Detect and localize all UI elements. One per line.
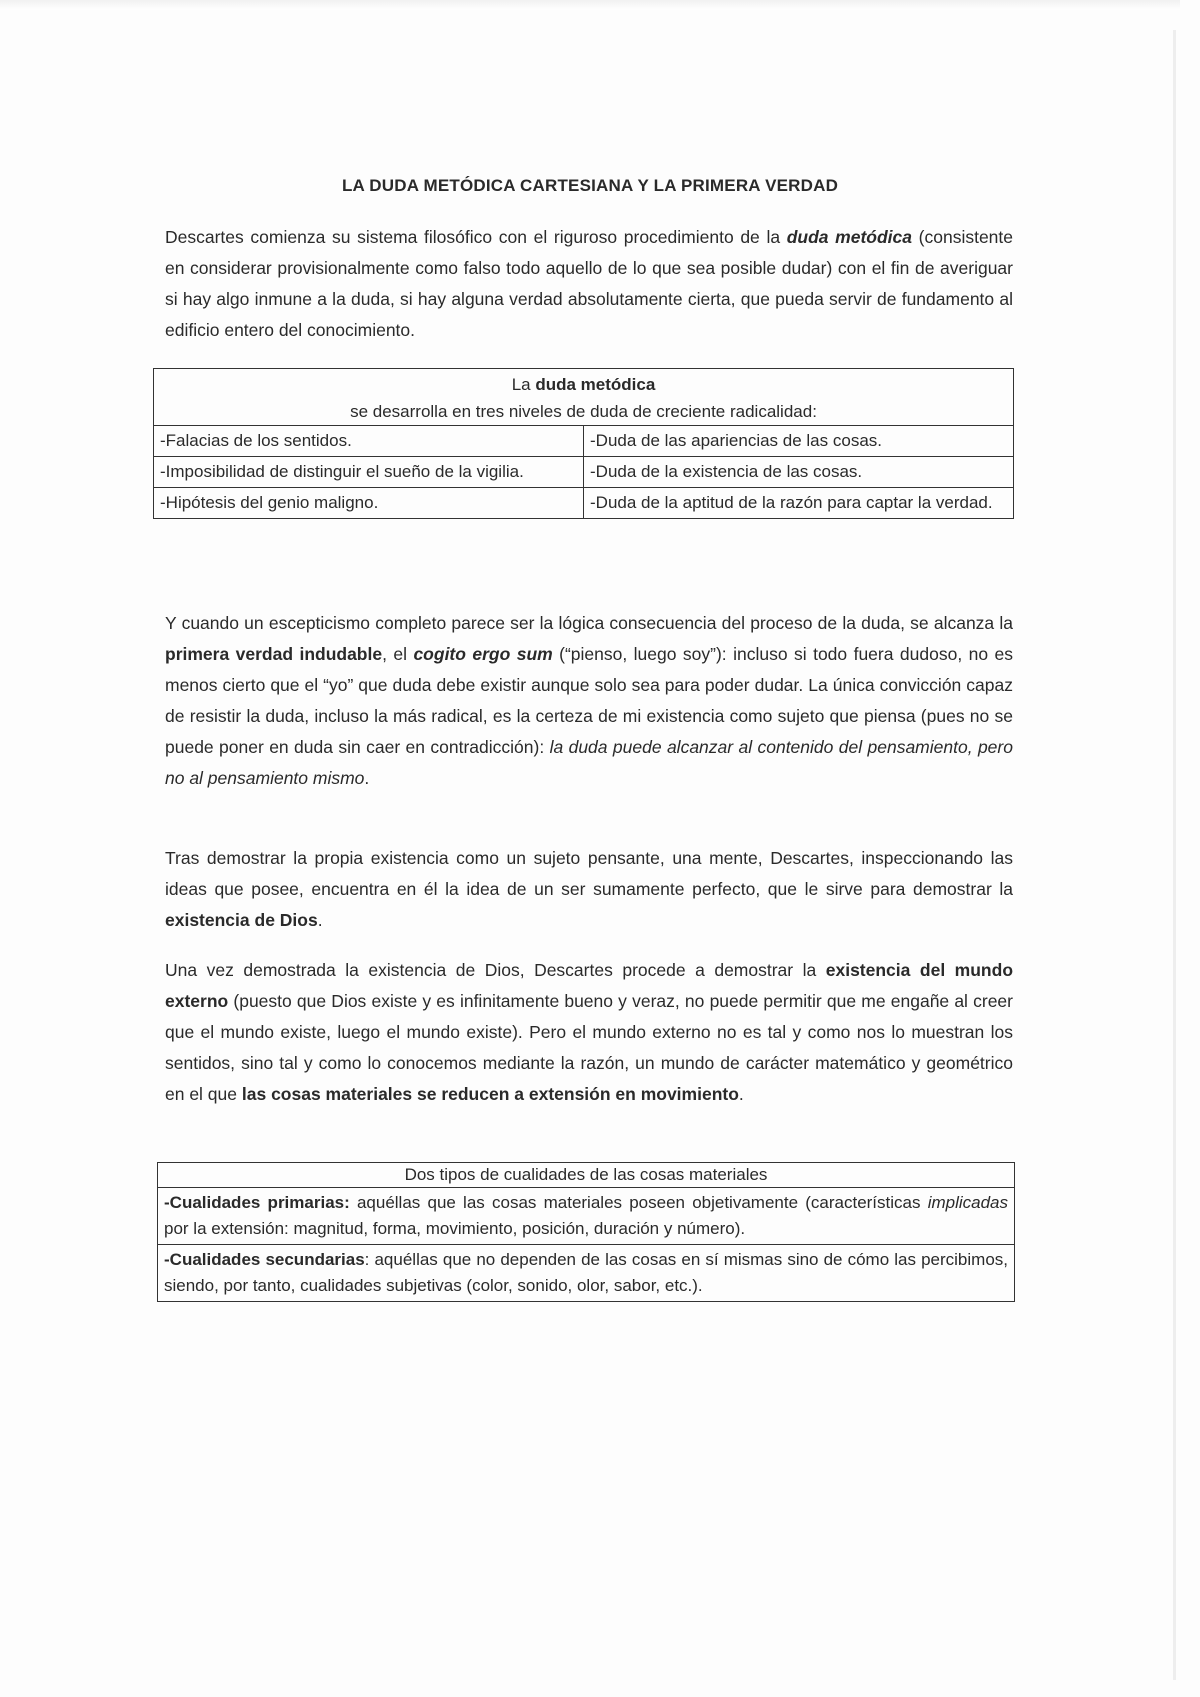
- document-title: LA DUDA METÓDICA CARTESIANA Y LA PRIMERA VERDAD: [341, 176, 839, 195]
- table-cell: -Hipótesis del genio maligno.: [154, 488, 584, 519]
- emphasis-duda-metodica: duda metódica: [786, 227, 912, 247]
- table-row: [154, 457, 1014, 488]
- table-row: [154, 488, 1014, 519]
- table-duda-metodica: [153, 368, 1014, 519]
- table-row: [158, 1188, 1015, 1245]
- table-header: Dos tipos de cualidades de las cosas materiales: [158, 1163, 1015, 1188]
- table-cell: -Falacias de los sentidos.: [154, 426, 584, 457]
- table-header-row: [154, 369, 1014, 426]
- table-cell: -Imposibilidad de distinguir el sueño de la vigilia.: [154, 457, 584, 488]
- table-cell: -Duda de las apariencias de las cosas.: [584, 426, 1014, 457]
- table-row: [154, 426, 1014, 457]
- scan-right-edge: [1173, 30, 1176, 1680]
- table-cell: -Cualidades secundarias: aquéllas que no dependen de las cosas en sí mismas sino de cómo las percibimos, siendo, por tanto, cualidades subjetivas (color, sonido, olor, sabor, etc.).: [158, 1245, 1015, 1302]
- paragraph-cogito: Y cuando un escepticismo completo parece ser la lógica consecuencia del proceso de la duda, se alcanza la primera verdad indudable, el cogito ergo sum (“pienso, luego soy”): incluso si todo fuera dudoso, no es menos cierto que el “yo” que duda debe existir aunque solo sea para poder dudar. La única convicción capaz de resistir la duda, incluso la más radical, es la certeza de mi existencia como sujeto que piensa (pues no se puede poner en duda sin caer en contradicción): la duda puede alcanzar al contenido del pensamiento, pero no al pensamiento mismo.: [165, 613, 1013, 788]
- table-row: [158, 1245, 1015, 1302]
- paragraph-mundo-externo: Una vez demostrada la existencia de Dios, Descartes procede a demostrar la existencia del mundo externo (puesto que Dios existe y es infinitamente bueno y veraz, no puede permitir que me engañe al creer que el mundo existe, luego el mundo existe). Pero el mundo externo no es tal y como nos lo muestran los sentidos, sino tal y como lo conocemos mediante la razón, un mundo de carácter matemático y geométrico en el que las cosas materiales se reducen a extensión en movimiento.: [165, 960, 1014, 1104]
- paragraph-dios: Tras demostrar la propia existencia como un sujeto pensante, una mente, Descartes, inspeccionando las ideas que posee, encuentra en él la idea de un ser sumamente perfecto, que le sirve para demostrar la existencia de Dios.: [165, 848, 1013, 930]
- table-header-row: [158, 1163, 1015, 1188]
- table-header: La duda metódica se desarrolla en tres niveles de duda de creciente radicalidad:: [154, 369, 1014, 426]
- table-cell: -Cualidades primarias: aquéllas que las cosas materiales poseen objetivamente (características implicadas por la extensión: magnitud, forma, movimiento, posición, duración y número).: [158, 1188, 1015, 1245]
- table-cell: -Duda de la existencia de las cosas.: [584, 457, 1014, 488]
- paragraph-intro: Descartes comienza su sistema filosófico con el riguroso procedimiento de la duda metódica (consistente en considerar provisionalmente como falso todo aquello de lo que sea posible dudar) con el fin de averiguar si hay algo inmune a la duda, si hay alguna verdad absolutamente cierta, que pueda servir de fundamento al edificio entero del conocimiento.: [165, 227, 1013, 340]
- table-cualidades: [157, 1162, 1015, 1302]
- table-cell: -Duda de la aptitud de la razón para captar la verdad.: [584, 488, 1014, 519]
- scan-top-edge: [0, 0, 1180, 10]
